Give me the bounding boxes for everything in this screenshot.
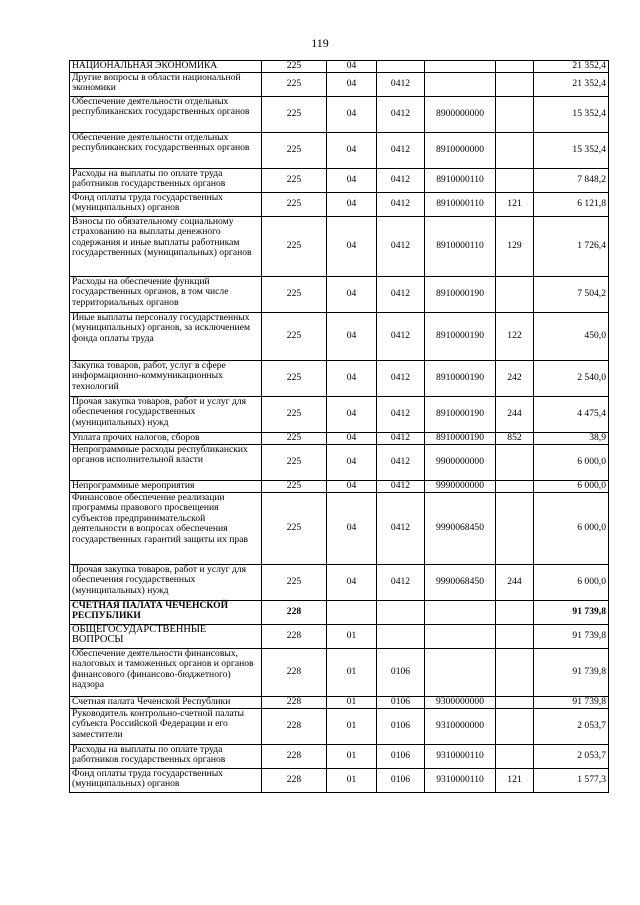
budget-pr-cell: 0412 xyxy=(377,217,425,277)
table-row xyxy=(70,709,609,745)
budget-name-cell: НАЦИОНАЛЬНАЯ ЭКОНОМИКА xyxy=(70,61,262,73)
budget-gr-cell: 225 xyxy=(262,193,327,217)
budget-cs-cell: 8910000000 xyxy=(425,133,496,169)
budget-gr-cell: 225 xyxy=(262,565,327,601)
budget-amount-cell: 91 739,8 xyxy=(534,649,609,697)
budget-table-body xyxy=(70,61,609,793)
budget-vr-cell: 852 xyxy=(496,433,534,445)
budget-rz-cell: 01 xyxy=(327,625,377,649)
budget-cs-cell xyxy=(425,73,496,97)
table-row xyxy=(70,433,609,445)
budget-cs-cell xyxy=(425,601,496,625)
budget-pr-cell xyxy=(377,625,425,649)
table-row xyxy=(70,361,609,397)
budget-gr-cell: 225 xyxy=(262,433,327,445)
budget-gr-cell: 225 xyxy=(262,217,327,277)
budget-rz-cell: 01 xyxy=(327,697,377,709)
budget-vr-cell xyxy=(496,709,534,745)
table-row xyxy=(70,745,609,769)
budget-pr-cell: 0412 xyxy=(377,169,425,193)
budget-amount-cell: 450,0 xyxy=(534,313,609,361)
budget-name-cell: Фонд оплаты труда государственных (муниципальных) органов xyxy=(70,193,262,217)
budget-rz-cell: 04 xyxy=(327,133,377,169)
table-row xyxy=(70,277,609,313)
budget-cs-cell: 9310000000 xyxy=(425,709,496,745)
budget-vr-cell: 244 xyxy=(496,565,534,601)
budget-rz-cell: 04 xyxy=(327,193,377,217)
budget-cs-cell: 8900000000 xyxy=(425,97,496,133)
budget-amount-cell: 7 504,2 xyxy=(534,277,609,313)
budget-gr-cell: 228 xyxy=(262,709,327,745)
budget-rz-cell: 04 xyxy=(327,61,377,73)
budget-rz-cell: 04 xyxy=(327,433,377,445)
budget-rz-cell: 04 xyxy=(327,493,377,565)
budget-rz-cell: 04 xyxy=(327,565,377,601)
budget-rz-cell: 04 xyxy=(327,361,377,397)
budget-vr-cell xyxy=(496,133,534,169)
budget-vr-cell xyxy=(496,481,534,493)
budget-vr-cell: 242 xyxy=(496,361,534,397)
budget-name-cell: Уплата прочих налогов, сборов xyxy=(70,433,262,445)
budget-amount-cell: 91 739,8 xyxy=(534,697,609,709)
budget-amount-cell: 2 053,7 xyxy=(534,709,609,745)
budget-rz-cell: 04 xyxy=(327,97,377,133)
budget-cs-cell: 8910000110 xyxy=(425,217,496,277)
budget-vr-cell xyxy=(496,745,534,769)
budget-pr-cell: 0106 xyxy=(377,769,425,793)
budget-pr-cell: 0412 xyxy=(377,397,425,433)
budget-rz-cell: 01 xyxy=(327,649,377,697)
budget-vr-cell xyxy=(496,493,534,565)
budget-pr-cell: 0412 xyxy=(377,445,425,481)
budget-name-cell: СЧЕТНАЯ ПАЛАТА ЧЕЧЕНСКОЙ РЕСПУБЛИКИ xyxy=(70,601,262,625)
budget-amount-cell: 6 000,0 xyxy=(534,481,609,493)
budget-vr-cell xyxy=(496,625,534,649)
budget-pr-cell: 0106 xyxy=(377,745,425,769)
budget-amount-cell: 6 000,0 xyxy=(534,493,609,565)
budget-pr-cell: 0106 xyxy=(377,649,425,697)
budget-cs-cell: 8910000110 xyxy=(425,193,496,217)
budget-pr-cell: 0412 xyxy=(377,277,425,313)
budget-amount-cell: 91 739,8 xyxy=(534,601,609,625)
budget-vr-cell xyxy=(496,601,534,625)
budget-amount-cell: 7 848,2 xyxy=(534,169,609,193)
budget-rz-cell: 01 xyxy=(327,769,377,793)
budget-pr-cell: 0412 xyxy=(377,133,425,169)
budget-cs-cell: 9310000110 xyxy=(425,769,496,793)
budget-cs-cell: 8910000190 xyxy=(425,397,496,433)
budget-cs-cell: 8910000110 xyxy=(425,169,496,193)
budget-amount-cell: 21 352,4 xyxy=(534,73,609,97)
page-number: 119 xyxy=(311,36,329,50)
budget-cs-cell: 8910000190 xyxy=(425,433,496,445)
budget-name-cell: Прочая закупка товаров, работ и услуг для обеспечения государственных (муниципальных) нужд xyxy=(70,397,262,433)
budget-gr-cell: 228 xyxy=(262,769,327,793)
budget-pr-cell: 0106 xyxy=(377,709,425,745)
budget-cs-cell: 9990068450 xyxy=(425,493,496,565)
budget-amount-cell: 2 540,0 xyxy=(534,361,609,397)
budget-pr-cell: 0106 xyxy=(377,697,425,709)
budget-pr-cell: 0412 xyxy=(377,361,425,397)
budget-amount-cell: 91 739,8 xyxy=(534,625,609,649)
budget-cs-cell: 8910000190 xyxy=(425,277,496,313)
budget-gr-cell: 225 xyxy=(262,481,327,493)
budget-gr-cell: 225 xyxy=(262,97,327,133)
table-row xyxy=(70,61,609,73)
table-row xyxy=(70,193,609,217)
budget-gr-cell: 228 xyxy=(262,649,327,697)
budget-gr-cell: 225 xyxy=(262,493,327,565)
budget-name-cell: Расходы на выплаты по оплате труда работников государственных органов xyxy=(70,745,262,769)
budget-gr-cell: 228 xyxy=(262,745,327,769)
budget-amount-cell: 6 000,0 xyxy=(534,565,609,601)
budget-gr-cell: 228 xyxy=(262,625,327,649)
budget-rz-cell: 04 xyxy=(327,445,377,481)
budget-gr-cell: 225 xyxy=(262,445,327,481)
budget-vr-cell xyxy=(496,445,534,481)
budget-gr-cell: 225 xyxy=(262,397,327,433)
table-row xyxy=(70,697,609,709)
budget-rz-cell: 04 xyxy=(327,73,377,97)
budget-rz-cell: 04 xyxy=(327,397,377,433)
budget-amount-cell: 2 053,7 xyxy=(534,745,609,769)
budget-cs-cell: 9990068450 xyxy=(425,565,496,601)
budget-gr-cell: 228 xyxy=(262,697,327,709)
budget-name-cell: Фонд оплаты труда государственных (муниципальных) органов xyxy=(70,769,262,793)
budget-name-cell: Непрограммные расходы республиканских органов исполнительной власти xyxy=(70,445,262,481)
budget-gr-cell: 228 xyxy=(262,601,327,625)
budget-vr-cell xyxy=(496,277,534,313)
budget-vr-cell xyxy=(496,649,534,697)
budget-pr-cell: 0412 xyxy=(377,481,425,493)
budget-gr-cell: 225 xyxy=(262,277,327,313)
budget-vr-cell xyxy=(496,73,534,97)
budget-name-cell: Закупка товаров, работ, услуг в сфере информационно-коммуникационных технологий xyxy=(70,361,262,397)
budget-amount-cell: 38,9 xyxy=(534,433,609,445)
budget-cs-cell: 9900000000 xyxy=(425,445,496,481)
table-row xyxy=(70,169,609,193)
budget-name-cell: Другие вопросы в области национальной экономики xyxy=(70,73,262,97)
budget-name-cell: Финансовое обеспечение реализации программы правового просвещения субъектов предпринимательской деятельности в вопросах обеспечения государственных гарантий защиты их прав xyxy=(70,493,262,565)
budget-gr-cell: 225 xyxy=(262,361,327,397)
budget-rz-cell: 01 xyxy=(327,745,377,769)
table-row xyxy=(70,97,609,133)
budget-rz-cell: 01 xyxy=(327,709,377,745)
budget-pr-cell xyxy=(377,601,425,625)
budget-rz-cell: 04 xyxy=(327,169,377,193)
table-row xyxy=(70,649,609,697)
budget-cs-cell: 9300000000 xyxy=(425,697,496,709)
budget-cs-cell xyxy=(425,61,496,73)
budget-vr-cell: 121 xyxy=(496,769,534,793)
budget-name-cell: Прочая закупка товаров, работ и услуг для обеспечения государственных (муниципальных) нужд xyxy=(70,565,262,601)
budget-name-cell: ОБЩЕГОСУДАРСТВЕННЫЕ ВОПРОСЫ xyxy=(70,625,262,649)
budget-vr-cell xyxy=(496,97,534,133)
table-row xyxy=(70,397,609,433)
budget-cs-cell: 8910000190 xyxy=(425,361,496,397)
budget-name-cell: Руководитель контрольно-счетной палаты субъекта Российской Федерации и его заместители xyxy=(70,709,262,745)
budget-name-cell: Расходы на выплаты по оплате труда работников государственных органов xyxy=(70,169,262,193)
budget-amount-cell: 6 121,8 xyxy=(534,193,609,217)
budget-amount-cell: 6 000,0 xyxy=(534,445,609,481)
budget-pr-cell: 0412 xyxy=(377,493,425,565)
budget-gr-cell: 225 xyxy=(262,169,327,193)
budget-vr-cell xyxy=(496,169,534,193)
table-row xyxy=(70,313,609,361)
budget-pr-cell: 0412 xyxy=(377,97,425,133)
budget-pr-cell xyxy=(377,61,425,73)
table-row xyxy=(70,769,609,793)
budget-name-cell: Расходы на обеспечение функций государственных органов, в том числе территориальных органов xyxy=(70,277,262,313)
budget-name-cell: Обеспечение деятельности отдельных республиканских государственных органов xyxy=(70,97,262,133)
table-row xyxy=(70,493,609,565)
budget-pr-cell: 0412 xyxy=(377,433,425,445)
budget-cs-cell: 9310000110 xyxy=(425,745,496,769)
table-row xyxy=(70,217,609,277)
budget-amount-cell: 15 352,4 xyxy=(534,97,609,133)
budget-name-cell: Иные выплаты персоналу государственных (муниципальных) органов, за исключением фонда оплаты труда xyxy=(70,313,262,361)
table-row xyxy=(70,601,609,625)
budget-cs-cell xyxy=(425,625,496,649)
table-row xyxy=(70,625,609,649)
budget-gr-cell: 225 xyxy=(262,73,327,97)
budget-name-cell: Обеспечение деятельности отдельных республиканских государственных органов xyxy=(70,133,262,169)
budget-pr-cell: 0412 xyxy=(377,73,425,97)
budget-name-cell: Счетная палата Чеченской Республики xyxy=(70,697,262,709)
budget-table xyxy=(69,60,609,793)
budget-gr-cell: 225 xyxy=(262,61,327,73)
budget-gr-cell: 225 xyxy=(262,133,327,169)
budget-vr-cell: 244 xyxy=(496,397,534,433)
budget-vr-cell: 129 xyxy=(496,217,534,277)
budget-name-cell: Обеспечение деятельности финансовых, налоговых и таможенных органов и органов финансового (финансово-бюджетного) надзора xyxy=(70,649,262,697)
table-row xyxy=(70,565,609,601)
budget-name-cell: Взносы по обязательному социальному страхованию на выплаты денежного содержания и иные выплаты работникам государственных (муниципальных) органов xyxy=(70,217,262,277)
table-row xyxy=(70,73,609,97)
table-row xyxy=(70,445,609,481)
budget-amount-cell: 21 352,4 xyxy=(534,61,609,73)
budget-amount-cell: 4 475,4 xyxy=(534,397,609,433)
table-row xyxy=(70,133,609,169)
budget-cs-cell: 9990000000 xyxy=(425,481,496,493)
budget-pr-cell: 0412 xyxy=(377,313,425,361)
budget-pr-cell: 0412 xyxy=(377,193,425,217)
budget-rz-cell xyxy=(327,601,377,625)
budget-amount-cell: 1 726,4 xyxy=(534,217,609,277)
budget-name-cell: Непрограммные мероприятия xyxy=(70,481,262,493)
budget-cs-cell xyxy=(425,649,496,697)
budget-gr-cell: 225 xyxy=(262,313,327,361)
budget-rz-cell: 04 xyxy=(327,277,377,313)
budget-vr-cell xyxy=(496,61,534,73)
budget-vr-cell: 121 xyxy=(496,193,534,217)
budget-cs-cell: 8910000190 xyxy=(425,313,496,361)
budget-vr-cell: 122 xyxy=(496,313,534,361)
budget-rz-cell: 04 xyxy=(327,313,377,361)
budget-amount-cell: 15 352,4 xyxy=(534,133,609,169)
table-row xyxy=(70,481,609,493)
budget-amount-cell: 1 577,3 xyxy=(534,769,609,793)
budget-pr-cell: 0412 xyxy=(377,565,425,601)
budget-vr-cell xyxy=(496,697,534,709)
budget-rz-cell: 04 xyxy=(327,481,377,493)
budget-rz-cell: 04 xyxy=(327,217,377,277)
